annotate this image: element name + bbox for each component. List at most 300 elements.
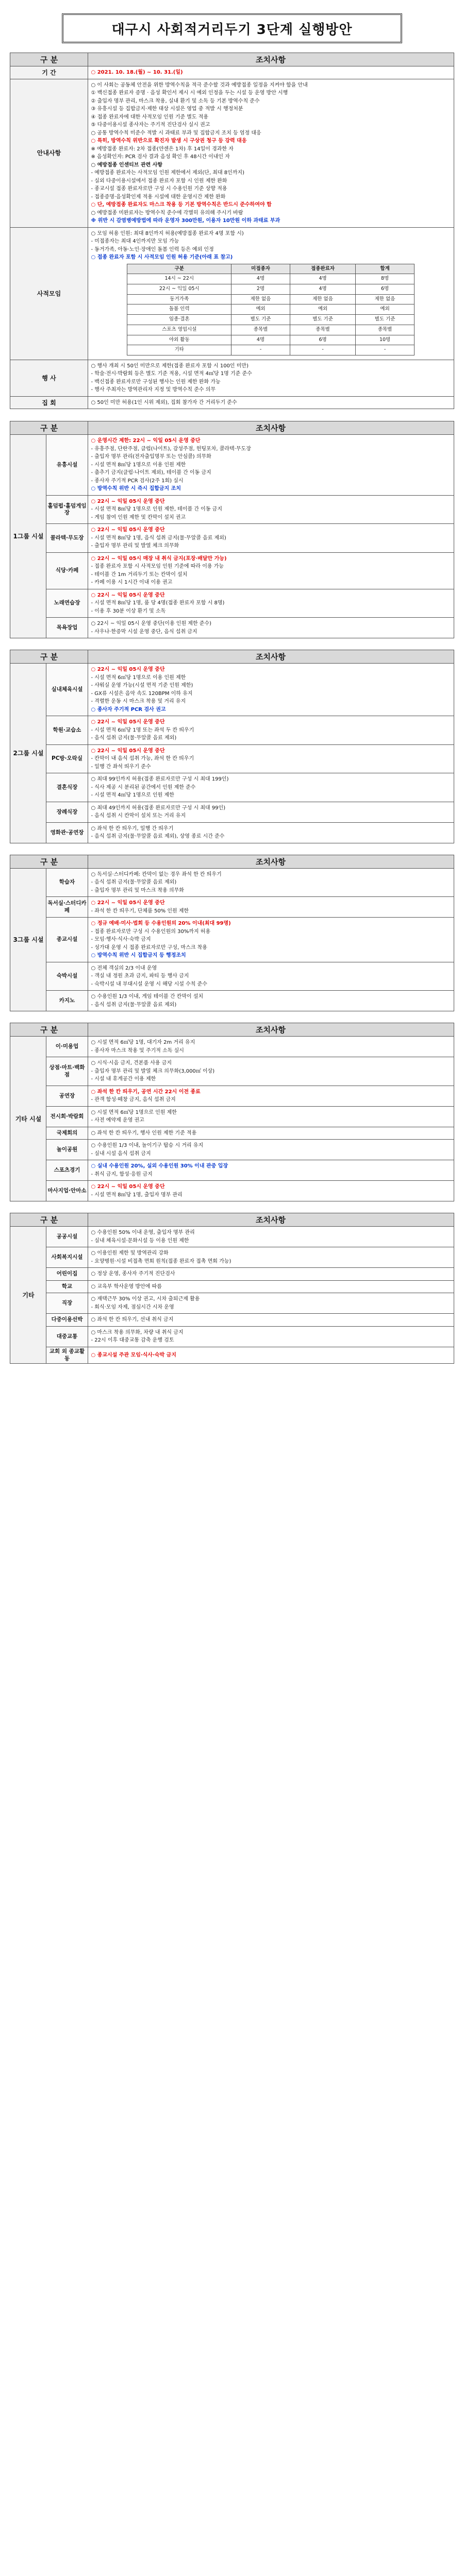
facility-content bbox=[88, 1293, 454, 1314]
content-line: - 접종 완료자 포함 시 사적모임 인원 기준에 따라 이용 가능 bbox=[91, 564, 224, 570]
content-line: ○ 시설 면적 6㎡당 1명으로 인원 제한 bbox=[91, 1109, 177, 1115]
facility-label: 장례식장 bbox=[46, 802, 88, 822]
content-line: ○ 마스크 착용 의무화, 차량 내 취식 금지 bbox=[91, 1329, 184, 1335]
facility-label: 학원·교습소 bbox=[46, 716, 88, 745]
content-line: - 테이블 간 1m 거리두기 또는 칸막이 설치 bbox=[91, 571, 188, 578]
facility-content bbox=[88, 435, 454, 496]
facility-row bbox=[10, 1293, 454, 1314]
content-line: - 22시 이후 대중교통 감축 운행 검토 bbox=[91, 1337, 174, 1344]
facility-content bbox=[88, 918, 454, 962]
inner-cell: 예외 bbox=[231, 304, 290, 315]
inner-cell: 4명 bbox=[290, 274, 356, 284]
content-line: ② 출입자 명부 관리, 마스크 착용, 실내 환기 및 소독 등 기본 방역수칙 준수 bbox=[91, 98, 260, 104]
content-line: ○ 시식·시음 금지, 견본품 사용 금지 bbox=[91, 1060, 172, 1066]
facility-content bbox=[88, 822, 454, 843]
inner-header-cell: 합계 bbox=[356, 264, 414, 274]
facility-row bbox=[10, 1127, 454, 1140]
content-line: - 출입자 명부 관리(전자출입명부 또는 안심콜) 의무화 bbox=[91, 454, 211, 460]
content-line: ○ 방역수칙 위반 시 집합금지 등 행정조치 bbox=[91, 953, 186, 959]
inner-cell: 돌봄 인력 bbox=[127, 304, 231, 315]
assembly-content bbox=[88, 396, 454, 409]
content-line: ○ 22시 ~ 익일 05시 운영 중단 bbox=[91, 667, 165, 673]
facility-label: 식당·카페 bbox=[46, 552, 88, 589]
facility-row bbox=[10, 589, 454, 618]
facility-content bbox=[88, 1280, 454, 1293]
facility-label: 다중이용선박 bbox=[46, 1314, 88, 1327]
facility-content bbox=[88, 495, 454, 524]
content-line: - 시설 면적 4㎡당 1명으로 인원 제한 bbox=[91, 792, 174, 799]
content-line: ※ 예방접종 완료자: 2차 접종(얀센은 1차) 후 14일이 경과한 자 bbox=[91, 146, 234, 152]
content-line: - 좌석 한 칸 띄우기, 단체룸 50% 인원 제한 bbox=[91, 908, 189, 914]
inner-row bbox=[127, 284, 415, 294]
inner-cell: 제한 없음 bbox=[290, 294, 356, 304]
content-line: - 접종증명·음성확인제 적용 시설에 대한 운영시간 제한 완화 bbox=[91, 194, 226, 200]
event-row bbox=[10, 360, 454, 396]
facility-content bbox=[88, 1037, 454, 1057]
facility-content bbox=[88, 897, 454, 918]
facility-content bbox=[88, 962, 454, 991]
facility-row bbox=[10, 1314, 454, 1327]
facility-label: 콜라텍·무도장 bbox=[46, 524, 88, 553]
inner-cell: 4명 bbox=[231, 335, 290, 345]
content-line: ○ 이 사회는 공동체 안전을 위한 방역수칙을 적극 준수할 것과 예방접종 일정을 지켜야 함을 안내 bbox=[91, 82, 308, 88]
content-line: - 일행 간 좌석 띄우기 준수 bbox=[91, 764, 151, 770]
content-line: - 시설 면적 8㎡당 1명, 룸 당 4명(접종 완료자 포함 시 8명) bbox=[91, 600, 225, 606]
inner-cell: 6명 bbox=[356, 284, 414, 294]
content-line: ○ 좌석 한 칸 띄우기, 선내 취식 금지 bbox=[91, 1317, 174, 1323]
group-label: 1그룹 시설 bbox=[10, 435, 46, 638]
content-line: ○ 22시 ~ 익일 05시 운영 중단 bbox=[91, 498, 165, 504]
facility-content bbox=[88, 1268, 454, 1281]
content-line: - 유흥주점, 단란주점, 클럽(나이트), 감성주점, 헌팅포차, 콜라텍·무도장 bbox=[91, 446, 251, 452]
content-header: 조치사항 bbox=[88, 1023, 454, 1037]
facility-content bbox=[88, 1314, 454, 1327]
content-line: ○ 22시 ~ 익일 05시 운영 중단 bbox=[91, 748, 165, 754]
content-line: - 격렬한 운동 시 마스크 착용 및 거리 유지 bbox=[91, 699, 186, 705]
header-row bbox=[10, 855, 454, 868]
facility-label: 마사지업·안마소 bbox=[46, 1181, 88, 1201]
facility-content bbox=[88, 991, 454, 1011]
inner-row bbox=[127, 274, 415, 284]
facility-row bbox=[10, 918, 454, 962]
content-line: ○ 22시 ~ 익일 05시 운영 중단 bbox=[91, 527, 165, 533]
facility-row bbox=[10, 1086, 454, 1106]
content-line: ○ 예방접종 인센티브 관련 사항 bbox=[91, 162, 163, 168]
facility-row bbox=[10, 773, 454, 802]
facility-content bbox=[88, 1057, 454, 1086]
inner-cell: - bbox=[356, 345, 414, 355]
inner-header-row bbox=[127, 264, 415, 274]
inner-cell: 별도 기준 bbox=[356, 315, 414, 325]
facility-label: 영화관·공연장 bbox=[46, 822, 88, 843]
facility-row bbox=[10, 1057, 454, 1086]
inner-header-cell: 접종완료자 bbox=[290, 264, 356, 274]
content-line: - GX류 시설은 음악 속도 120BPM 이하 유지 bbox=[91, 690, 193, 697]
facility-row bbox=[10, 1181, 454, 1201]
facility-content bbox=[88, 1140, 454, 1160]
inner-cell: 별도 기준 bbox=[231, 315, 290, 325]
content-line: - 종교시설 접종 완료자로만 구성 시 수용인원 기준 상향 적용 bbox=[91, 186, 227, 192]
facility-label: 독서실·스터디카페 bbox=[46, 897, 88, 918]
facility-content bbox=[88, 524, 454, 553]
facility-row bbox=[10, 991, 454, 1011]
content-header: 조치사항 bbox=[88, 855, 454, 868]
content-line: ○ 재택근무 30% 이상 권고, 시차 출퇴근제 활용 bbox=[91, 1296, 200, 1302]
facility-label: 카지노 bbox=[46, 991, 88, 1011]
period-content bbox=[88, 66, 454, 79]
facility-row bbox=[10, 495, 454, 524]
guide-content bbox=[88, 79, 454, 227]
header-row bbox=[10, 1213, 454, 1227]
content-line: - 시설 면적 8㎡당 1명, 음식 섭취 금지(물·무알콜 음료 제외) bbox=[91, 535, 226, 541]
inner-cell: 야외 활동 bbox=[127, 335, 231, 345]
private-row bbox=[10, 227, 454, 360]
content-line: - 출입자 명부 관리 및 마스크 착용 의무화 bbox=[91, 887, 184, 893]
facility-row bbox=[10, 962, 454, 991]
inner-cell: 14시 ~ 22시 bbox=[127, 274, 231, 284]
content-line: ○ 실내 수용인원 20%, 실외 수용인원 30% 이내 관중 입장 bbox=[91, 1163, 228, 1170]
content-line: - 출입자 명부 관리 및 발열 체크 의무화(3,000㎡ 이상) bbox=[91, 1068, 215, 1074]
content-line: ○ 이용인원 제한 및 방역관리 강화 bbox=[91, 1250, 169, 1257]
content-line: - 객실 내 정원 초과 금지, 파티 등 행사 금지 bbox=[91, 973, 189, 979]
category-header: 구 분 bbox=[10, 1023, 88, 1037]
facility-row bbox=[10, 618, 454, 638]
facility-row bbox=[10, 716, 454, 745]
content-header: 조치사항 bbox=[88, 421, 454, 435]
facility-row bbox=[10, 1160, 454, 1181]
content-line: ○ 종사자 주기적 PCR 검사 권고 bbox=[91, 706, 166, 713]
content-line: - 카페 이용 시 1시간 이내 이용 권고 bbox=[91, 580, 173, 586]
content-line: - 시설 면적 8㎡당 1명, 출입자 명부 관리 bbox=[91, 1192, 183, 1198]
content-line: - 모임·행사·식사·숙박 금지 bbox=[91, 937, 151, 943]
inner-cell: 별도 기준 bbox=[290, 315, 356, 325]
content-line: - 백신접종 완료자로만 구성된 행사는 인원 제한 완화 가능 bbox=[91, 379, 221, 385]
content-line: - 게임 참여 인원 제한 및 칸막이 설치 권고 bbox=[91, 514, 186, 520]
facility-label: 홀덤펍·홀덤게임장 bbox=[46, 495, 88, 524]
inner-header-cell: 미접종자 bbox=[231, 264, 290, 274]
content-line: - 접종 완료자로만 구성 시 수용인원의 30%까지 허용 bbox=[91, 928, 211, 935]
assembly-row bbox=[10, 396, 454, 409]
content-line: - 미접종자는 최대 4인까지만 모임 가능 bbox=[91, 239, 179, 244]
content-line: - 취식 금지, 함성·응원 금지 bbox=[91, 1171, 153, 1177]
assembly-label: 집 회 bbox=[10, 396, 88, 409]
content-line: - 종사자 마스크 착용 및 주기적 소독 실시 bbox=[91, 1047, 184, 1054]
facility-content bbox=[88, 618, 454, 638]
content-line: - 요양병원·시설 비접촉 면회 원칙(접종 완료자 접촉 면회 가능) bbox=[91, 1258, 231, 1264]
content-line: ○ 22시 ~ 익일 05시 운영 중단 bbox=[91, 719, 165, 725]
content-line: - 회식·모임 자제, 점심시간 시차 운영 bbox=[91, 1304, 174, 1310]
inner-row bbox=[127, 304, 415, 315]
inner-cell: 2명 bbox=[231, 284, 290, 294]
content-line: - 시설 면적 6㎡당 1명 또는 좌석 두 칸 띄우기 bbox=[91, 727, 194, 733]
content-header: 조치사항 bbox=[88, 53, 454, 66]
content-line: - 시설 면적 8㎡당 1명으로 인원 제한, 테이블 간 이동 금지 bbox=[91, 506, 222, 513]
facility-label: 숙박시설 bbox=[46, 962, 88, 991]
content-line: ○ 접종 완료자 포함 시 사적모임 인원 허용 기준(아래 표 참고) bbox=[91, 255, 233, 260]
content-line: - 시설 내 휴게공간 이용 제한 bbox=[91, 1076, 156, 1082]
content-line: ○ 22시 ~ 익일 05시 운영 중단 bbox=[91, 900, 165, 906]
facility-label: 스포츠경기 bbox=[46, 1160, 88, 1181]
inner-row bbox=[127, 325, 415, 335]
content-line: - 종사자 주기적 PCR 검사(2주 1회) 실시 bbox=[91, 478, 184, 484]
period-row bbox=[10, 66, 454, 79]
content-line: - 학술·전시·박람회 등은 별도 기준 적용, 시설 면적 4㎡당 1명 기준 준수 bbox=[91, 371, 252, 377]
inner-row bbox=[127, 294, 415, 304]
inner-row bbox=[127, 345, 415, 355]
group-label: 기타 bbox=[10, 1227, 46, 1364]
facility-content bbox=[88, 1247, 454, 1268]
facility-content bbox=[88, 1326, 454, 1347]
inner-cell: 임종·결혼 bbox=[127, 315, 231, 325]
facility-content bbox=[88, 744, 454, 773]
content-line: ○ 22시 ~ 익일 05시 매장 내 취식 금지(포장·배달만 가능) bbox=[91, 555, 227, 562]
content-line: - 식사 제공 시 분리된 공간에서 인원 제한 준수 bbox=[91, 784, 196, 790]
document-title: 대구시 사회적거리두기 3단계 실행방안 bbox=[62, 13, 402, 43]
content-line: - 시설 면적 6㎡당 1명으로 이용 인원 제한 bbox=[91, 674, 186, 681]
private-gathering-table bbox=[127, 264, 415, 355]
content-line: ○ 특히, 방역수칙 위반으로 확진자 발생 시 구상권 청구 등 강력 대응 bbox=[91, 138, 247, 144]
content-header: 조치사항 bbox=[88, 1213, 454, 1227]
facility-label: 상점·마트·백화점 bbox=[46, 1057, 88, 1086]
facility-label: 노래연습장 bbox=[46, 589, 88, 618]
inner-cell: 종목별 bbox=[356, 325, 414, 335]
period-label: 기 간 bbox=[10, 66, 88, 79]
facility-label: 공연장 bbox=[46, 1086, 88, 1106]
facility-row bbox=[10, 1280, 454, 1293]
content-line: ○ 시설 면적 6㎡당 1명, 대기자 2m 거리 유지 bbox=[91, 1040, 195, 1046]
content-line: ④ 접종 완료자에 대한 사적모임 인원 기준 별도 적용 bbox=[91, 114, 209, 120]
content-line: - 춤추기 금지(클럽·나이트 제외), 테이블 간 이동 금지 bbox=[91, 470, 211, 476]
facility-label: 직장 bbox=[46, 1293, 88, 1314]
inner-cell: 6명 bbox=[290, 335, 356, 345]
content-line: - 관객 함성·떼창 금지, 음식 섭취 금지 bbox=[91, 1097, 176, 1103]
content-line: ○ 단, 예방접종 완료자도 마스크 착용 등 기본 방역수칙은 반드시 준수하여야 함 bbox=[91, 202, 272, 208]
content-line: ○ 정상 운영, 종사자 주기적 진단검사 bbox=[91, 1271, 175, 1277]
content-line: - 실내 시설 음식 섭취 금지 bbox=[91, 1150, 151, 1157]
content-line: - 사전 예약제 운영 권고 bbox=[91, 1117, 144, 1124]
facility-label: 공공시설 bbox=[46, 1227, 88, 1247]
group-label: 2그룹 시설 bbox=[10, 664, 46, 843]
facility-label: 종교시설 bbox=[46, 918, 88, 962]
facility-label: 학습자 bbox=[46, 868, 88, 897]
content-line: ○ 수용인원 1/3 이내, 게임 테이블 간 칸막이 설치 bbox=[91, 994, 204, 1000]
header-row bbox=[10, 1023, 454, 1037]
private-content bbox=[88, 227, 454, 360]
content-line: ○ 모임 허용 인원: 최대 8인까지 허용(예방접종 완료자 4명 포함 시) bbox=[91, 230, 244, 236]
content-line: - 출입자 명부 관리 및 발열 체크 의무화 bbox=[91, 543, 179, 549]
category-header: 구 분 bbox=[10, 421, 88, 435]
facility-content bbox=[88, 589, 454, 618]
facility-row bbox=[10, 1347, 454, 1363]
content-line: - 성가대 운영 시 접종 완료자로만 구성, 마스크 착용 bbox=[91, 944, 207, 951]
inner-cell: 22시 ~ 익일 05시 bbox=[127, 284, 231, 294]
facility-row bbox=[10, 1037, 454, 1057]
inner-cell: 4명 bbox=[290, 284, 356, 294]
category-header: 구 분 bbox=[10, 855, 88, 868]
facility-row bbox=[10, 1227, 454, 1247]
content-line: - 숙박시설 내 부대시설 운영 시 해당 시설 수칙 준수 bbox=[91, 981, 207, 987]
inner-row bbox=[127, 315, 415, 325]
facility-label: 목욕장업 bbox=[46, 618, 88, 638]
facility-row bbox=[10, 1326, 454, 1347]
facility-label: 이·미용업 bbox=[46, 1037, 88, 1057]
event-label: 행 사 bbox=[10, 360, 88, 396]
facility-label: 유흥시설 bbox=[46, 435, 88, 496]
content-line: ○ 좌석 한 칸 띄우기, 공연 시간 22시 이전 종료 bbox=[91, 1089, 201, 1095]
facility-table bbox=[10, 855, 454, 1012]
facility-row bbox=[10, 822, 454, 843]
content-line: ○ 행사 개최 시 50인 미만으로 제한(접종 완료자 포함 시 100인 미만) bbox=[91, 363, 248, 369]
facility-table bbox=[10, 1023, 454, 1201]
inner-cell: 제한 없음 bbox=[356, 294, 414, 304]
content-line: ○ 방역수칙 위반 시 즉시 집합금지 조치 bbox=[91, 486, 181, 492]
facility-row bbox=[10, 1140, 454, 1160]
content-line: ○ 전체 객실의 2/3 이내 운영 bbox=[91, 965, 157, 971]
content-line: ○ 예방접종 미완료자는 방역수칙 준수에 각별히 유의해 주시기 바람 bbox=[91, 210, 243, 216]
period-value: ○ 2021. 10. 18.(월) ~ 10. 31.(일) bbox=[91, 70, 183, 75]
facility-label: 결혼식장 bbox=[46, 773, 88, 802]
facility-label: 전시회·박람회 bbox=[46, 1106, 88, 1127]
facility-content bbox=[88, 868, 454, 897]
content-line: ○ 22시 ~ 익일 05시 운영 중단 bbox=[91, 592, 165, 598]
content-line: ○ 최대 99인까지 허용(접종 완료자로만 구성 시 최대 199인) bbox=[91, 776, 229, 783]
content-line: ① 백신접종 완료자 증명 · 음성 확인서 제시 시 예외 인정을 두는 시설 등 운영 방안 시행 bbox=[91, 90, 288, 96]
facility-label: 학교 bbox=[46, 1280, 88, 1293]
section-gap bbox=[0, 410, 464, 421]
facility-content bbox=[88, 773, 454, 802]
content-line: ○ 22시 ~ 익일 05시 운영 중단 bbox=[91, 1184, 165, 1190]
content-line: - 사우나·한증막 시설 운영 중단, 음식 섭취 금지 bbox=[91, 629, 197, 635]
facility-label: PC방·오락실 bbox=[46, 744, 88, 773]
facility-content bbox=[88, 664, 454, 716]
facility-content bbox=[88, 1347, 454, 1363]
facility-row bbox=[10, 524, 454, 553]
facility-content bbox=[88, 716, 454, 745]
facility-row bbox=[10, 1247, 454, 1268]
content-line: - 음식 섭취 금지(물·무알콜 음료 제외) bbox=[91, 1002, 177, 1008]
facility-content bbox=[88, 552, 454, 589]
content-line: - 실내 체육시설·문화시설 등 이용 인원 제한 bbox=[91, 1238, 189, 1244]
facility-label: 사회복지시설 bbox=[46, 1247, 88, 1268]
event-content bbox=[88, 360, 454, 396]
facility-content bbox=[88, 1227, 454, 1247]
content-line: - 음식 섭취 금지(물·무알콜 음료 제외) bbox=[91, 879, 177, 886]
section-gap bbox=[0, 843, 464, 855]
facility-label: 실내체육시설 bbox=[46, 664, 88, 716]
content-line: ○ 22시 ~ 익일 05시 운영 중단(이용 인원 제한 준수) bbox=[91, 621, 212, 627]
facility-content bbox=[88, 802, 454, 822]
inner-cell: 10명 bbox=[356, 335, 414, 345]
facility-content bbox=[88, 1127, 454, 1140]
content-line: - 음식 섭취 금지(물·무알콜 음료 제외) bbox=[91, 735, 177, 741]
content-line: - 예방접종 완료자는 사적모임 인원 제한에서 제외(단, 최대 8인까지) bbox=[91, 170, 245, 176]
inner-cell: 기타 bbox=[127, 345, 231, 355]
private-label: 사적모임 bbox=[10, 227, 88, 360]
inner-cell: 8명 bbox=[356, 274, 414, 284]
facility-row bbox=[10, 435, 454, 496]
facility-table bbox=[10, 421, 454, 638]
content-line: - 실외 다중이용시설에서 접종 완료자 포함 시 인원 제한 완화 bbox=[91, 178, 227, 184]
inner-cell: 예외 bbox=[356, 304, 414, 315]
content-line: ○ 좌석 한 칸 띄우기, 일행 간 띄우기 bbox=[91, 825, 174, 832]
group-label: 3그룹 시설 bbox=[10, 868, 46, 1011]
content-line: ※ 위반 시 감염병예방법에 따라 운영자 300만원, 이용자 10만원 이하 과태료 부과 bbox=[91, 218, 280, 224]
content-line: ○ 독서실·스터디카페: 칸막이 없는 경우 좌석 한 칸 띄우기 bbox=[91, 871, 222, 877]
facility-label: 어린이집 bbox=[46, 1268, 88, 1281]
inner-cell: 제한 없음 bbox=[231, 294, 290, 304]
content-line: - 이용 후 30분 이상 환기 및 소독 bbox=[91, 608, 166, 614]
content-line: ○ 50인 미만 허용(1인 시위 제외), 집회 참가자 간 거리두기 준수 bbox=[91, 399, 237, 405]
header-row bbox=[10, 53, 454, 66]
section-gap bbox=[0, 638, 464, 650]
facility-content bbox=[88, 1106, 454, 1127]
content-line: ○ 정규 예배·미사·법회 등 수용인원의 20% 이내(최대 99명) bbox=[91, 921, 231, 927]
content-line: - 동거가족, 아동·노인·장애인 돌봄 인력 등은 예외 인정 bbox=[91, 246, 214, 252]
header-row bbox=[10, 650, 454, 664]
group-label: 기타 시설 bbox=[10, 1037, 46, 1201]
inner-cell: - bbox=[231, 345, 290, 355]
facility-label: 교회 외 종교활동 bbox=[46, 1347, 88, 1363]
facility-label: 대중교통 bbox=[46, 1326, 88, 1347]
facility-content bbox=[88, 1181, 454, 1201]
content-line: - 행사 주최자는 방역관리자 지정 및 방역수칙 준수 의무 bbox=[91, 387, 216, 393]
document-body bbox=[0, 53, 464, 1364]
facility-row bbox=[10, 802, 454, 822]
content-line: ○ 수용인원 50% 이내 운영, 출입자 명부 관리 bbox=[91, 1230, 195, 1236]
inner-header-cell: 구분 bbox=[127, 264, 231, 274]
content-line: - 칸막이 내 음식 섭취 가능, 좌석 한 칸 띄우기 bbox=[91, 756, 194, 762]
content-line: ※ 음성확인자: PCR 검사 결과 음성 확인 후 48시간 이내인 자 bbox=[91, 154, 230, 160]
content-line: - 음식 섭취 시 칸막이 설치 또는 거리 유지 bbox=[91, 813, 186, 819]
guide-label: 안내사항 bbox=[10, 79, 88, 227]
content-line: ○ 종교시설 주관 모임·식사·숙박 금지 bbox=[91, 1352, 176, 1358]
section-gap bbox=[0, 1201, 464, 1213]
content-line: ○ 공통 방역수칙 미준수 적발 시 과태료 부과 및 집합금지 조치 등 엄정 대응 bbox=[91, 130, 261, 136]
guide-row bbox=[10, 79, 454, 227]
header-row bbox=[10, 421, 454, 435]
content-line: ③ 유흥시설 등 집합금지·제한 대상 시설은 영업 중 적발 시 행정처분 bbox=[91, 106, 243, 112]
inner-cell: 4명 bbox=[231, 274, 290, 284]
content-line: ⑤ 다중이용시설 종사자는 주기적 진단검사 실시 권고 bbox=[91, 122, 210, 128]
facility-row bbox=[10, 1268, 454, 1281]
category-header: 구 분 bbox=[10, 650, 88, 664]
content-line: ○ 좌석 한 칸 띄우기, 행사 인원 제한 기준 적용 bbox=[91, 1130, 197, 1136]
content-line: - 음식 섭취 금지(물·무알콜 음료 제외), 상영 종료 시간 준수 bbox=[91, 834, 225, 840]
content-line: - 샤워실 운영 가능(시설 면적 기준 인원 제한) bbox=[91, 683, 193, 689]
content-line: ○ 교육부 학사운영 방안에 따름 bbox=[91, 1283, 162, 1290]
facility-row bbox=[10, 744, 454, 773]
facility-label: 놀이공원 bbox=[46, 1140, 88, 1160]
facility-label: 국제회의 bbox=[46, 1127, 88, 1140]
facility-row bbox=[10, 664, 454, 716]
inner-cell: - bbox=[290, 345, 356, 355]
facility-row bbox=[10, 897, 454, 918]
facility-row bbox=[10, 1106, 454, 1127]
content-header: 조치사항 bbox=[88, 650, 454, 664]
category-header: 구 분 bbox=[10, 1213, 88, 1227]
inner-cell: 스포츠 영업시설 bbox=[127, 325, 231, 335]
inner-cell: 동거가족 bbox=[127, 294, 231, 304]
content-line: - 시설 면적 8㎡당 1명으로 이용 인원 제한 bbox=[91, 462, 186, 468]
overview-table bbox=[10, 53, 454, 409]
facility-table bbox=[10, 1213, 454, 1364]
inner-row bbox=[127, 335, 415, 345]
category-header: 구 분 bbox=[10, 53, 88, 66]
content-line: ○ 수용인원 1/3 이내, 놀이기구 탑승 시 거리 유지 bbox=[91, 1143, 204, 1149]
facility-row bbox=[10, 868, 454, 897]
section-gap bbox=[0, 1011, 464, 1023]
content-line: ○ 운영시간 제한: 22시 ~ 익일 05시 운영 중단 bbox=[91, 438, 201, 444]
